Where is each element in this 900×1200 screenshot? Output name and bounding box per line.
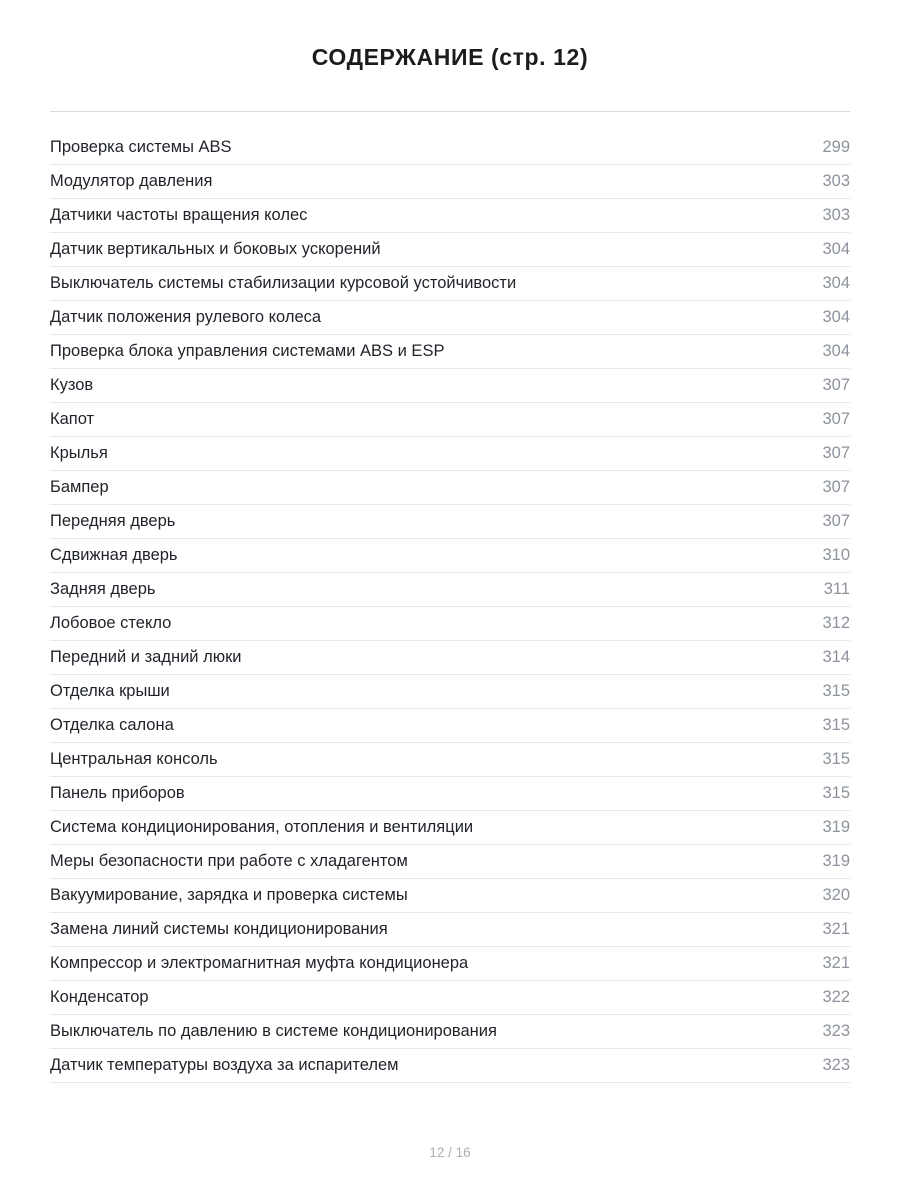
toc-entry-page: 315 bbox=[822, 716, 850, 734]
toc-entry-label: Проверка блока управления системами ABS и ESP bbox=[50, 342, 445, 360]
toc-entry-page: 319 bbox=[822, 852, 850, 870]
toc-entry-label: Капот bbox=[50, 410, 95, 428]
toc-entry bbox=[50, 607, 850, 641]
toc-entry bbox=[50, 233, 850, 267]
toc-entry-page: 321 bbox=[822, 954, 850, 972]
toc-entry-page: 307 bbox=[822, 444, 850, 462]
toc-entry-page: 315 bbox=[822, 784, 850, 802]
toc-entry-page: 303 bbox=[822, 172, 850, 190]
toc-entry-label: Центральная консоль bbox=[50, 750, 218, 768]
toc-entry-label: Система кондиционирования, отопления и вентиляции bbox=[50, 818, 474, 836]
page-indicator: 12 / 16 bbox=[429, 1145, 471, 1160]
toc-entry-label: Отделка крыши bbox=[50, 682, 170, 700]
toc-entry-page: 323 bbox=[822, 1056, 850, 1074]
toc-entry-page: 307 bbox=[822, 512, 850, 530]
toc-entry-label: Конденсатор bbox=[50, 988, 149, 1006]
toc-entry-page: 304 bbox=[822, 274, 850, 292]
toc-entry bbox=[50, 165, 850, 199]
toc-entry bbox=[50, 981, 850, 1015]
toc-entry bbox=[50, 879, 850, 913]
toc-entry bbox=[50, 199, 850, 233]
toc-entry-label: Задняя дверь bbox=[50, 580, 156, 598]
toc-entry-page: 321 bbox=[822, 920, 850, 938]
toc-entry-page: 315 bbox=[822, 682, 850, 700]
toc-entry-label: Датчик вертикальных и боковых ускорений bbox=[50, 240, 381, 258]
toc-entry bbox=[50, 471, 850, 505]
toc-entry-label: Модулятор давления bbox=[50, 172, 213, 190]
toc-entry bbox=[50, 573, 850, 607]
toc-entry bbox=[50, 437, 850, 471]
toc-entry-page: 311 bbox=[823, 580, 850, 598]
toc-entry bbox=[50, 131, 850, 165]
toc-entry-page: 314 bbox=[822, 648, 850, 666]
toc-entry bbox=[50, 403, 850, 437]
toc-entry bbox=[50, 675, 850, 709]
toc-entry bbox=[50, 947, 850, 981]
toc-entry-label: Замена линий системы кондиционирования bbox=[50, 920, 388, 938]
toc-entry bbox=[50, 505, 850, 539]
toc-entry-page: 304 bbox=[822, 308, 850, 326]
toc-entry bbox=[50, 709, 850, 743]
toc-entry-label: Выключатель по давлению в системе кондиционирования bbox=[50, 1022, 497, 1040]
toc-entry bbox=[50, 913, 850, 947]
toc-entry bbox=[50, 811, 850, 845]
toc-entry-page: 304 bbox=[822, 240, 850, 258]
toc-list bbox=[50, 131, 850, 1083]
toc-entry-page: 304 bbox=[822, 342, 850, 360]
toc-entry-label: Панель приборов bbox=[50, 784, 185, 802]
toc-entry-label: Кузов bbox=[50, 376, 94, 394]
toc-entry-page: 312 bbox=[822, 614, 850, 632]
toc-entry-label: Передний и задний люки bbox=[50, 648, 242, 666]
toc-entry-page: 310 bbox=[822, 546, 850, 564]
toc-entry-label: Меры безопасности при работе с хладагентом bbox=[50, 852, 408, 870]
toc-entry bbox=[50, 743, 850, 777]
toc-entry-page: 320 bbox=[822, 886, 850, 904]
toc-entry-label: Передняя дверь bbox=[50, 512, 176, 530]
toc-entry bbox=[50, 267, 850, 301]
toc-entry-label: Крылья bbox=[50, 444, 108, 462]
toc-entry bbox=[50, 301, 850, 335]
page-title: СОДЕРЖАНИЕ (стр. 12) bbox=[311, 44, 589, 70]
toc-entry bbox=[50, 641, 850, 675]
toc-entry-label: Датчик положения рулевого колеса bbox=[50, 308, 322, 326]
toc-entry-page: 307 bbox=[822, 410, 850, 428]
title-divider bbox=[50, 111, 850, 112]
toc-entry-label: Проверка системы ABS bbox=[50, 138, 232, 156]
toc-entry-page: 303 bbox=[822, 206, 850, 224]
toc-entry-label: Компрессор и электромагнитная муфта кондиционера bbox=[50, 954, 469, 972]
toc-entry bbox=[50, 539, 850, 573]
toc-entry-label: Выключатель системы стабилизации курсовой устойчивости bbox=[50, 274, 517, 292]
toc-entry-page: 323 bbox=[822, 1022, 850, 1040]
toc-entry-label: Датчик температуры воздуха за испарителем bbox=[50, 1056, 399, 1074]
toc-entry-label: Бампер bbox=[50, 478, 109, 496]
toc-entry bbox=[50, 845, 850, 879]
toc-entry-label: Лобовое стекло bbox=[50, 614, 172, 632]
toc-entry-page: 307 bbox=[822, 376, 850, 394]
toc-entry bbox=[50, 369, 850, 403]
toc-entry bbox=[50, 1015, 850, 1049]
toc-entry-label: Датчики частоты вращения колес bbox=[50, 206, 308, 224]
toc-entry-label: Вакуумирование, зарядка и проверка системы bbox=[50, 886, 408, 904]
toc-entry-label: Сдвижная дверь bbox=[50, 546, 178, 564]
toc-entry-page: 315 bbox=[822, 750, 850, 768]
toc-entry-label: Отделка салона bbox=[50, 716, 174, 734]
toc-entry-page: 307 bbox=[822, 478, 850, 496]
toc-entry bbox=[50, 1049, 850, 1083]
toc-entry-page: 319 bbox=[822, 818, 850, 836]
toc-entry bbox=[50, 777, 850, 811]
toc-entry bbox=[50, 335, 850, 369]
toc-entry-page: 299 bbox=[822, 138, 850, 156]
toc-entry-page: 322 bbox=[822, 988, 850, 1006]
